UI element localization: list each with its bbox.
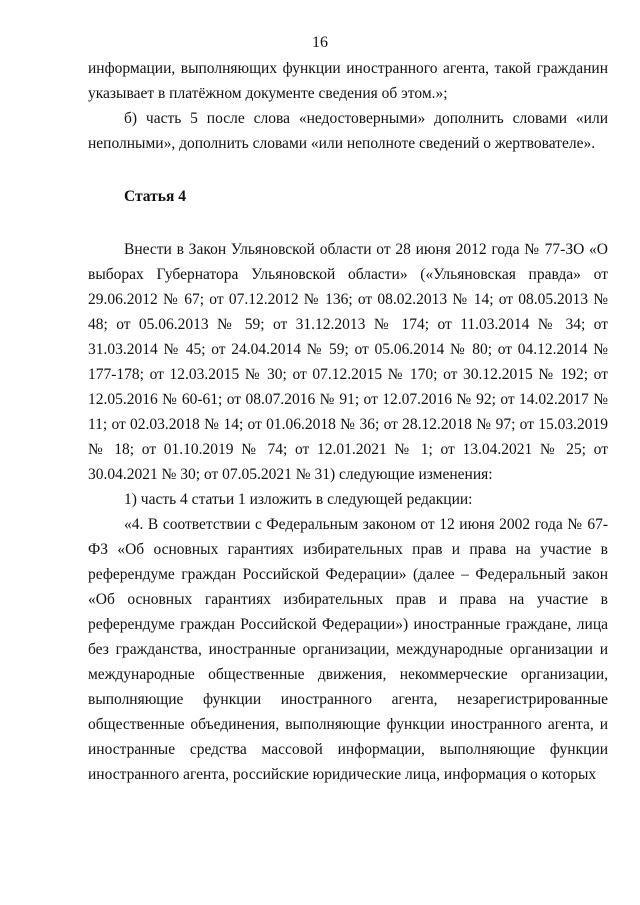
paragraph-item-1: 1) часть 4 статьи 1 изложить в следующей редакции: <box>124 491 473 508</box>
paragraph-item-b: б) часть 5 после слова «недостоверными» дополнить словами «или неполными», дополнить словами «или неполноте сведений о жертвователе». <box>88 110 608 152</box>
paragraph-amendment-intro: Внести в Закон Ульяновской области от 28 июня 2012 года № 77-ЗО «О выборах Губернатора Ульяновской области» («Ульяновская правда» от 29.06.2012 № 67; от 07.12.2012 № 136; от 08.02.2013 № 14; от 08.05.2013 № 48; от 05.06.2013 № 59; от 31.12.2013 № 174; от 11.03.2014 № 34; от 31.03.2014 № 45; от 24.04.2014 № 59; от 05.06.2014 № 80; от 04.12.2014 № 177-178; от 12.03.2015 № 30; от 07.12.2015 № 170; от 30.12.2015 № 192; от 12.05.2016 № 60-61; от 08.07.2016 № 91; от 12.07.2016 № 92; от 14.02.2017 № 11; от 02.03.2018 № 14; от 01.06.2018 № 36; от 28.12.2018 № 97; от 15.03.2019 № 18; от 01.10.2019 № 74; от 12.01.2021 № 1; от 13.04.2021 № 25; от 30.04.2021 № 30; от 07.05.2021 № 31) следующие изменения: <box>88 241 608 483</box>
article-title: Статья 4 <box>124 188 186 205</box>
paragraph-quoted-text: «4. В соответствии с Федеральным законом от 12 июня 2002 года № 67-ФЗ «Об основных гарантиях избирательных прав и права на участие в референдуме граждан Российской Федерации» (далее – Федеральный закон «Об основных гарантиях избирательных прав и права на участие в референдуме граждан Российской Федерации») иностранные граждане, лица без гражданства, иностранные организации, международные организации и международные общественные движения, некоммерческие организации, выполняющие функции иностранного агента, незарегистрированные общественные объединения, выполняющие функции иностранного агента, и иностранные средства массовой информации, выполняющие функции иностранного агента, российские юридические лица, информация о которых <box>88 516 608 783</box>
paragraph-continuation: информации, выполняющих функции иностранного агента, такой гражданин указывает в платёжном документе сведения об этом.»; <box>88 60 608 102</box>
page-number: 16 <box>312 34 328 51</box>
document-body <box>88 56 608 787</box>
